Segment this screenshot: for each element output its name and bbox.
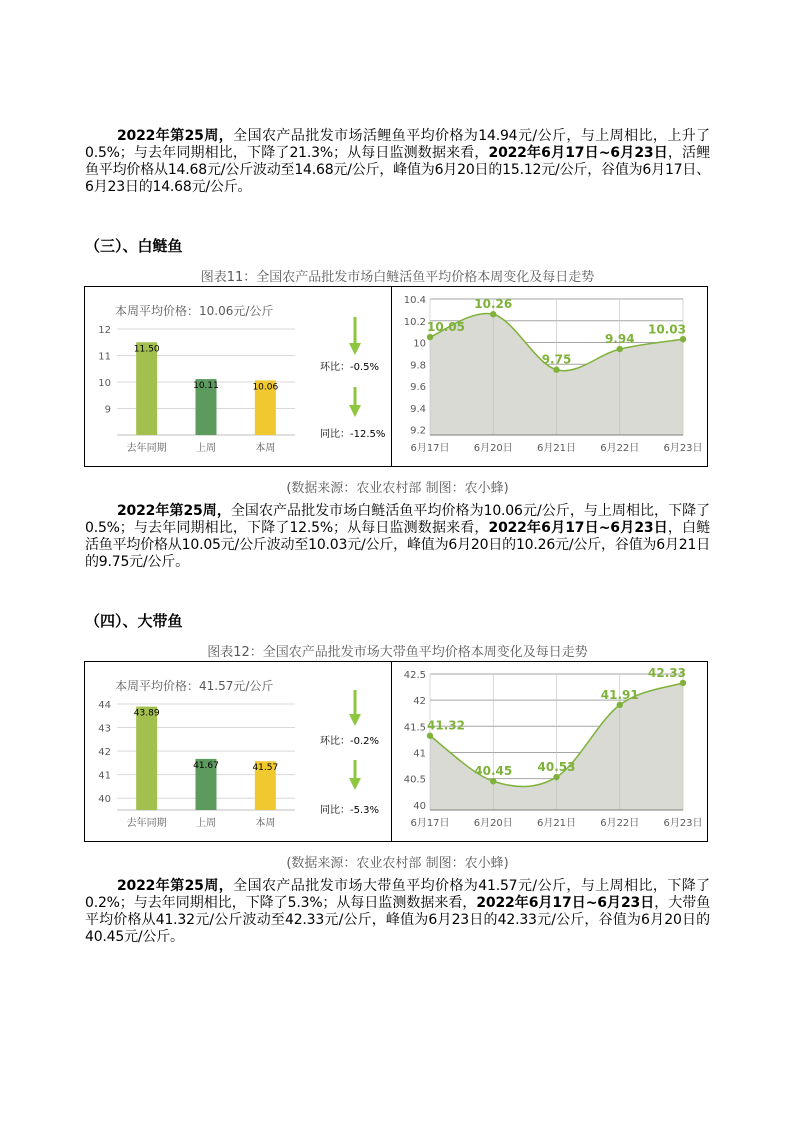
- y-tick-label: 44: [98, 700, 111, 711]
- avg-price-label: 本周平均价格：41.57元/公斤: [115, 679, 274, 693]
- data-point: [427, 733, 433, 739]
- data-point: [617, 702, 623, 708]
- y-tick-label: 41.5: [403, 722, 426, 734]
- data-source-12: (数据来源：农业农村部 制图：农小蜂): [286, 856, 509, 871]
- bar-chart-12: [98, 700, 295, 829]
- bold-date-range: 2022年6月17日~6月23日: [488, 520, 668, 536]
- data-point: [490, 311, 496, 317]
- y-tick-label: 9.6: [410, 382, 426, 394]
- chart-box-12: [84, 661, 708, 842]
- bar-value-label: 41.57: [252, 763, 279, 774]
- section-heading-silver-carp: （三）、白鲢鱼: [85, 237, 183, 255]
- data-label: 42.33: [648, 665, 686, 680]
- x-tick-label: 6月17日: [410, 443, 450, 454]
- bar-chart-11: [98, 325, 295, 454]
- chart-12: [85, 662, 707, 841]
- data-label: 9.75: [541, 352, 572, 367]
- data-point: [617, 346, 623, 352]
- y-tick-label: 43: [98, 723, 111, 735]
- mom-change-label: 环比：-0.2%: [320, 736, 380, 747]
- y-tick-label: 42: [413, 696, 426, 708]
- data-label: 10.03: [648, 322, 686, 337]
- para-text: ，白鲢活鱼平均价格从10.05元/公斤波动至10.03元/公斤，峰值为6月20日的10.26元/公斤，谷值为6月21日的9.75元/公斤。: [85, 520, 710, 570]
- data-label: 10.26: [474, 297, 513, 312]
- chart-11: [85, 287, 707, 466]
- paragraph-carp: [85, 128, 710, 196]
- y-tick-label: 10.2: [403, 316, 426, 328]
- y-tick-label: 10: [98, 378, 111, 389]
- data-label: 9.94: [604, 332, 635, 347]
- bar-value-label: 10.11: [193, 381, 219, 392]
- x-tick-label: 6月22日: [600, 443, 640, 454]
- arrow-down-icon: [349, 760, 361, 790]
- x-tick-label: 6月21日: [536, 443, 577, 454]
- y-tick-label: 41: [413, 748, 426, 760]
- change-indicators-11: [320, 317, 385, 440]
- x-tick-label: 上周: [196, 443, 216, 454]
- y-tick-label: 42.5: [403, 670, 426, 681]
- data-label: 41.32: [427, 718, 465, 733]
- chart-box-11: [84, 286, 708, 467]
- data-point: [553, 774, 559, 780]
- line-chart-12: [404, 666, 703, 829]
- y-tick-label: 11: [98, 351, 111, 363]
- bold-week: 2022年第25周，: [117, 878, 234, 894]
- x-tick-label: 6月21日: [536, 818, 577, 829]
- data-point: [680, 336, 686, 342]
- y-tick-label: 9: [104, 404, 111, 416]
- para-text: 全国农产品批发市场大带鱼平均价格为41.57元/公斤，与上周相比，下降了0.2%；与去年同期相比，下降了5.3%；从每日监测数据来看，: [85, 878, 710, 911]
- x-tick-label: 去年同期: [126, 443, 167, 454]
- chart-caption-11: 图表11：全国农产品批发市场白鲢活鱼平均价格本周变化及每日走势: [200, 270, 595, 285]
- line-chart-11: [404, 295, 703, 454]
- arrow-down-icon: [349, 317, 361, 355]
- bold-week: 2022年第25周，: [117, 503, 231, 519]
- data-label: 10.05: [427, 320, 465, 335]
- bar-value-label: 41.67: [193, 760, 219, 771]
- y-tick-label: 10.4: [403, 295, 426, 306]
- data-point: [553, 367, 559, 373]
- para-text: 全国农产品批发市场活鲤鱼平均价格为14.94元/公斤，与上周相比，上升了0.5%；与去年同期相比，下降了21.3%；从每日监测数据来看，: [85, 128, 710, 161]
- data-point: [680, 680, 686, 686]
- y-tick-label: 40: [413, 800, 426, 812]
- x-tick-label: 6月20日: [473, 443, 513, 454]
- x-tick-label: 本周: [255, 818, 276, 829]
- yoy-change-label: 同比：-5.3%: [320, 805, 380, 816]
- x-tick-label: 6月20日: [473, 818, 513, 829]
- mom-change-label: 环比：-0.5%: [320, 362, 380, 373]
- y-tick-label: 9.4: [410, 403, 426, 415]
- data-source-11: (数据来源：农业农村部 制图：农小蜂): [286, 481, 509, 496]
- x-tick-label: 6月22日: [600, 818, 640, 829]
- bar: [136, 342, 157, 435]
- y-tick-label: 40.5: [403, 774, 426, 786]
- chart-caption-12: 图表12：全国农产品批发市场大带鱼平均价格本周变化及每日走势: [207, 645, 588, 660]
- change-indicators-12: [320, 690, 379, 816]
- x-tick-label: 6月23日: [663, 818, 703, 829]
- bold-date-range: 2022年6月17日~6月23日: [476, 895, 655, 911]
- bar-value-label: 10.06: [252, 382, 279, 393]
- x-tick-label: 去年同期: [126, 818, 167, 829]
- paragraph-silver-carp: [85, 503, 710, 571]
- y-tick-label: 42: [98, 747, 111, 759]
- para-text: ，活鲤鱼平均价格从14.68元/公斤波动至14.68元/公斤，峰值为6月20日的15.12元/公斤，谷值为6月17日、6月23日的14.68元/公斤。: [85, 145, 710, 195]
- x-tick-label: 6月17日: [410, 818, 450, 829]
- x-tick-label: 上周: [196, 818, 216, 829]
- y-tick-label: 9.8: [410, 360, 426, 372]
- para-text: ，大带鱼平均价格从41.32元/公斤波动至42.33元/公斤，峰值为6月23日的42.33元/公斤，谷值为6月20日的40.45元/公斤。: [85, 895, 711, 945]
- avg-price-label: 本周平均价格：10.06元/公斤: [115, 304, 274, 318]
- data-label: 40.45: [474, 764, 513, 779]
- yoy-change-label: 同比：-12.5%: [320, 429, 386, 440]
- y-tick-label: 10: [413, 338, 426, 350]
- data-label: 40.53: [537, 760, 576, 775]
- y-tick-label: 12: [98, 325, 111, 336]
- data-point: [427, 334, 433, 340]
- bar-value-label: 43.89: [133, 708, 160, 719]
- arrow-down-icon: [349, 387, 361, 417]
- y-tick-label: 9.2: [410, 425, 426, 437]
- data-label: 41.91: [600, 687, 639, 702]
- y-tick-label: 40: [98, 794, 111, 806]
- bar: [136, 707, 157, 810]
- paragraph-hairtail: [85, 878, 710, 946]
- data-point: [490, 778, 496, 784]
- bold-date-range: 2022年6月17日~6月23日: [488, 145, 668, 161]
- y-tick-label: 41: [98, 770, 111, 782]
- para-text: 全国农产品批发市场白鲢活鱼平均价格为10.06元/公斤，与上周相比，下降了0.5%；与去年同期相比，下降了12.5%；从每日监测数据来看，: [85, 503, 710, 536]
- x-tick-label: 6月23日: [663, 443, 703, 454]
- bar-value-label: 11.50: [133, 344, 160, 355]
- section-heading-hairtail: （四）、大带鱼: [85, 612, 183, 630]
- bold-week: 2022年第25周，: [117, 128, 234, 144]
- arrow-down-icon: [349, 690, 361, 726]
- x-tick-label: 本周: [255, 443, 276, 454]
